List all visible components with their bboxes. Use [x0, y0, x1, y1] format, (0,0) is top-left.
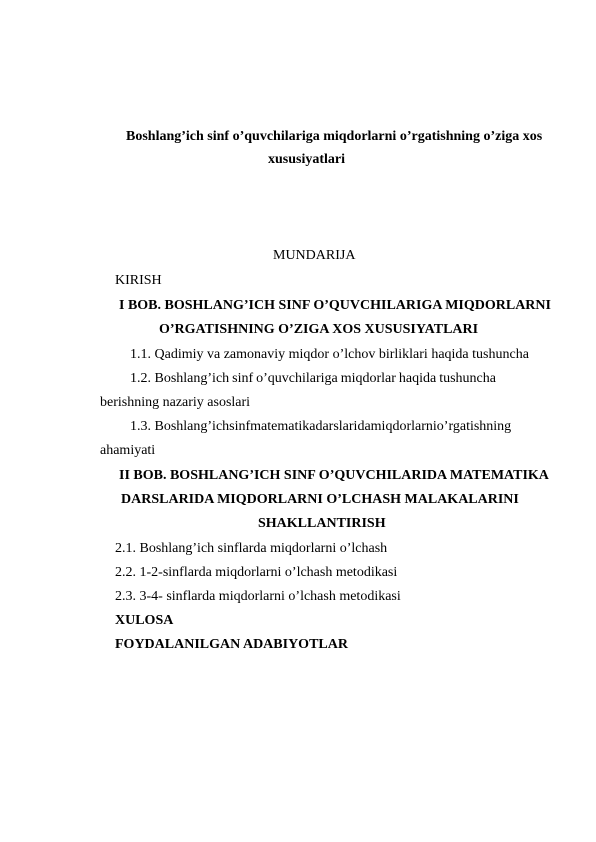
toc-item-1-2-line-2: berishning nazariy asoslari — [100, 395, 251, 410]
toc-item-1-3-word: o’rgatishning — [436, 419, 512, 434]
toc-item-1-3-word: sinf — [229, 419, 251, 434]
toc-chapter-1-line-2: O’RGATISHNING O’ZIGA XOS XUSUSIYATLARI — [159, 322, 479, 337]
toc-item-1-3-line-2: ahamiyati — [100, 443, 156, 458]
toc-item-2-2: 2.2. 1-2-sinflarda miqdorlarni o’lchash metodikasi — [115, 565, 398, 580]
toc-item-1-3-line-1 — [130, 418, 512, 436]
document-title-line-1: Boshlang’ich sinf o’quvchilariga miqdorlarni o’rgatishning o’ziga xos — [126, 129, 543, 144]
toc-item-1-3-word: 1.3. Boshlang’ich — [130, 419, 230, 434]
toc-item-1-1: 1.1. Qadimiy va zamonaviy miqdor o’lchov birliklari haqida tushuncha — [130, 347, 529, 362]
toc-item-conclusion: XULOSA — [115, 613, 174, 628]
toc-item-references: FOYDALANILGAN ADABIYOTLAR — [115, 637, 348, 652]
toc-item-1-2-word: 1.2. Boshlang’ich — [130, 371, 230, 386]
toc-item-1-2-line-1 — [130, 370, 496, 388]
toc-item-1-2-word: sinf — [232, 371, 254, 386]
toc-item-2-3: 2.3. 3-4- sinflarda miqdorlarni o’lchash metodikasi — [115, 589, 401, 604]
toc-chapter-1-line-1: I BOB. BOSHLANG’ICH SINF O’QUVCHILARIGA MIQDORLARNI — [119, 298, 551, 313]
toc-item-1-3-word: darslarida — [315, 419, 371, 434]
contents-heading: MUNDARIJA — [273, 248, 356, 263]
toc-item-1-2-word: haqida — [398, 371, 437, 386]
document-title-line-2: xususiyatlari — [268, 152, 346, 167]
toc-chapter-2-line-2: DARSLARIDA MIQDORLARNI O’LCHASH MALAKALARINI — [121, 492, 519, 507]
toc-item-1-2-word: miqdorlar — [340, 371, 396, 386]
toc-item-2-1: 2.1. Boshlang’ich sinflarda miqdorlarni o’lchash — [115, 541, 388, 556]
toc-item-1-3-word: miqdorlarni — [370, 419, 437, 434]
toc-item-1-3-word: matematika — [250, 419, 316, 434]
toc-item-1-2-word: tushuncha — [439, 371, 496, 386]
toc-chapter-2-line-3: SHAKLLANTIRISH — [258, 516, 386, 531]
toc-item-1-2-word: o’quvchilariga — [256, 371, 338, 386]
toc-item-intro: KIRISH — [115, 273, 162, 288]
toc-chapter-2-line-1: II BOB. BOSHLANG’ICH SINF O’QUVCHILARIDA MATEMATIKA — [119, 468, 549, 483]
